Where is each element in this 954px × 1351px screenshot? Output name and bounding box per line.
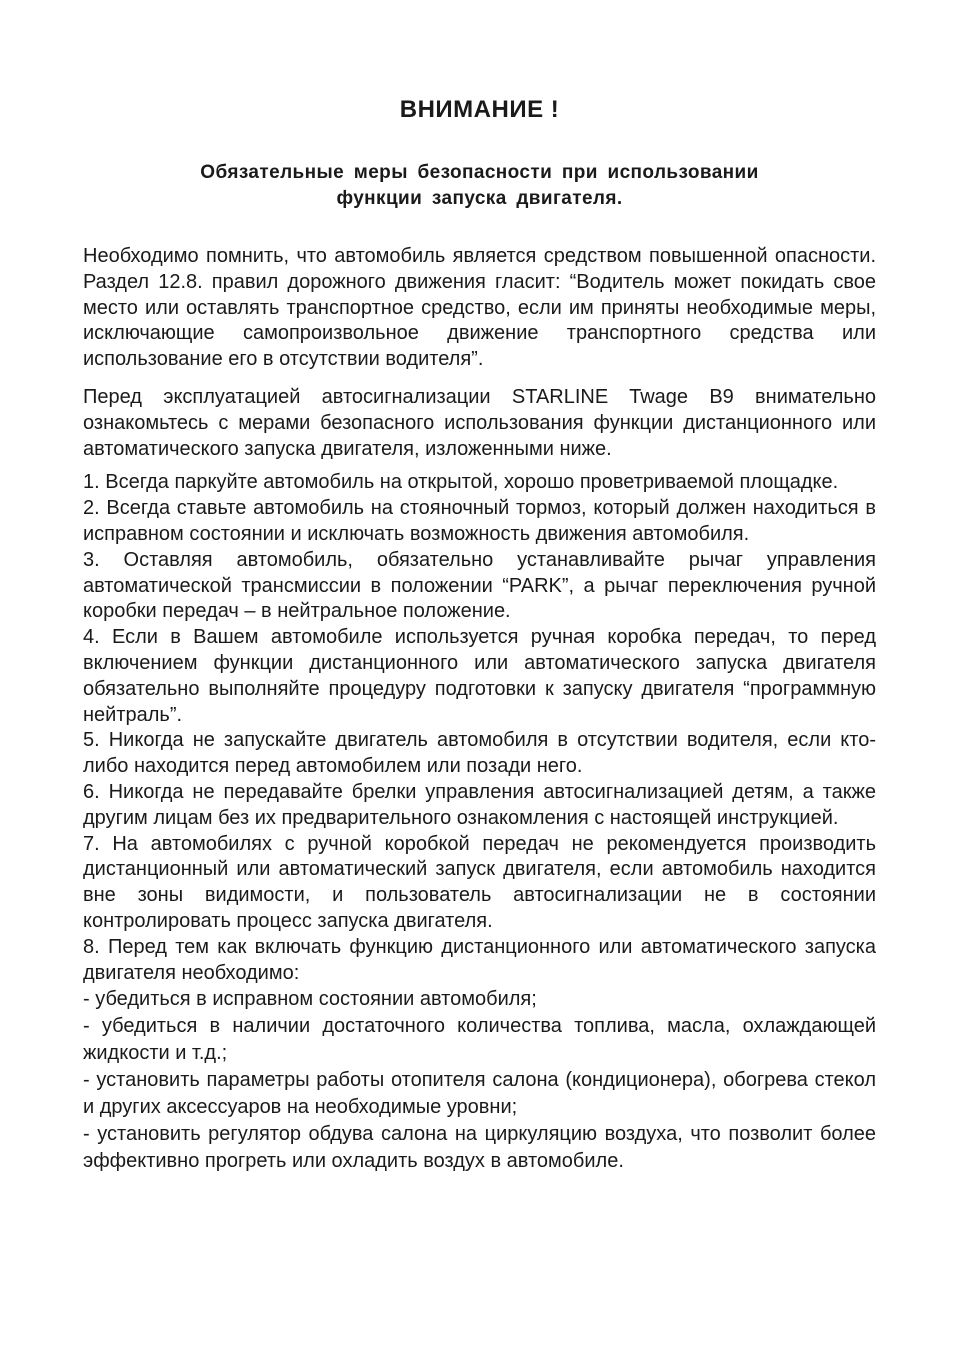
checklist-item-2: - убедиться в наличии достаточного количества топлива, масла, охлаждающей жидкости и т.д.;	[83, 1015, 876, 1065]
intro-paragraph-1: Необходимо помнить, что автомобиль является средством повышенной опасности. Раздел 12.8. правил дорожного движения гласит: “Водитель может покидать свое место или оставлять транспортное средство, если им приняты необходимые меры, исключающие самопроизвольное движение транспортного средства или использование его в отсутствии водителя”.	[83, 245, 876, 371]
rule-item-4: 4. Если в Вашем автомобиле используется ручная коробка передач, то перед включением функции дистанционного или автоматического запуска двигателя обязательно выполняйте процедуру подготовки к запуску двигателя “программную нейтраль”.	[83, 626, 876, 726]
intro-paragraph-2: Перед эксплуатацией автосигнализации STARLINE Twage B9 внимательно ознакомьтесь с мерами безопасного использования функции дистанционного или автоматического запуска двигателя, изложенными ниже.	[83, 385, 876, 460]
safety-rules-list	[83, 470, 876, 986]
page-title: ВНИМАНИЕ !	[399, 96, 560, 123]
subtitle-line-2: функции запуска двигателя.	[336, 188, 623, 209]
rule-item-8: 8. Перед тем как включать функцию дистанционного или автоматического запуска двигателя необходимо:	[83, 935, 876, 984]
rule-item-3: 3. Оставляя автомобиль, обязательно устанавливайте рычаг управления автоматической трансмиссии в положении “PARK”, а рычаг переключения ручной коробки передач – в нейтральное положение.	[83, 548, 876, 623]
rule-item-1: 1. Всегда паркуйте автомобиль на открытой, хорошо проветриваемой площадке.	[83, 471, 839, 494]
subtitle-line-1: Обязательные меры безопасности при использовании	[200, 162, 759, 183]
rule-item-5: 5. Никогда не запускайте двигатель автомобиля в отсутствии водителя, если кто-либо находится перед автомобилем или позади него.	[83, 729, 876, 778]
checklist-item-3: - установить параметры работы отопителя салона (кондиционера), обогрева стекол и других аксессуаров на необходимые уровни;	[83, 1069, 876, 1119]
rule-item-6: 6. Никогда не передавайте брелки управления автосигнализацией детям, а также другим лицам без их предварительного ознакомления с настоящей инструкцией.	[83, 780, 876, 829]
checklist-item-4: - установить регулятор обдува салона на циркуляцию воздуха, что позволит более эффективно прогреть или охладить воздух в автомобиле.	[83, 1123, 876, 1173]
rule-item-7: 7. На автомобилях с ручной коробкой передач не рекомендуется производить дистанционный или автоматический запуск двигателя, если автомобиль находится вне зоны видимости, и пользователь автосигнализации не в состоянии контролировать процесс запуска двигателя.	[83, 832, 876, 932]
pre-start-checklist	[83, 986, 876, 1175]
checklist-item-1: - убедиться в исправном состоянии автомобиля;	[83, 988, 537, 1011]
page-subtitle	[83, 160, 876, 212]
rule-item-2: 2. Всегда ставьте автомобиль на стояночный тормоз, который должен находиться в исправном состоянии и исключать возможность движения автомобиля.	[83, 497, 876, 545]
